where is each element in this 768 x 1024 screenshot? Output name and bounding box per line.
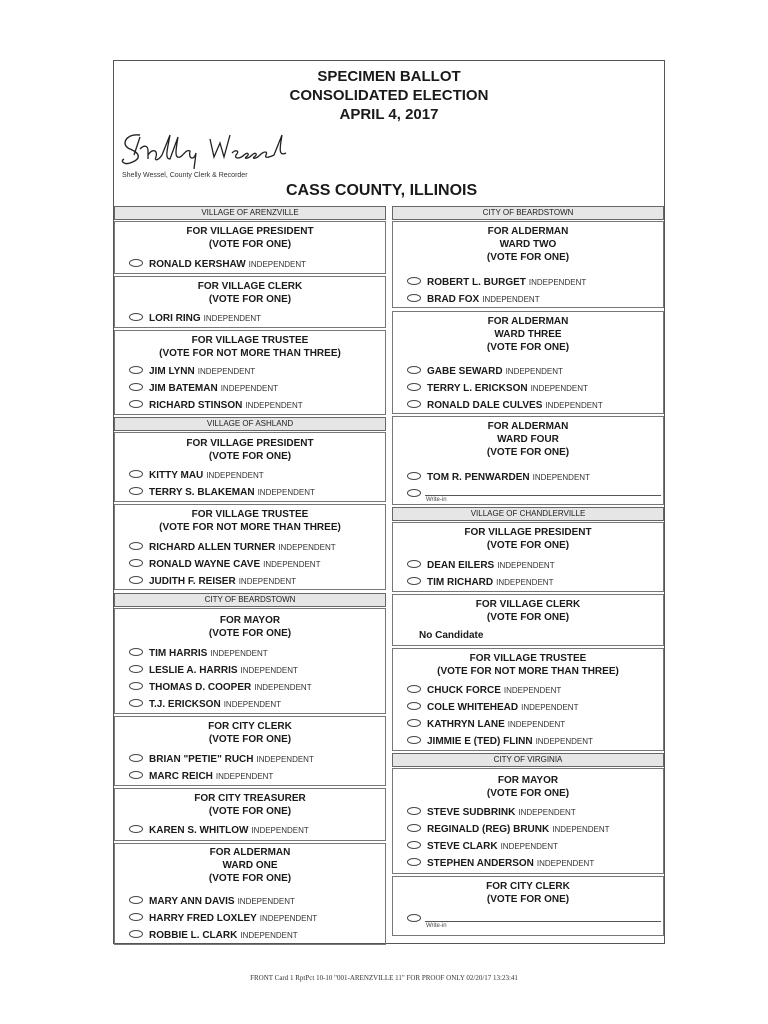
vote-oval[interactable] bbox=[129, 648, 143, 656]
race-title: FOR VILLAGE PRESIDENT bbox=[186, 438, 314, 449]
candidate-option[interactable] bbox=[129, 647, 268, 661]
candidate-party: INDEPENDENT bbox=[552, 825, 610, 834]
jurisdiction-header: CITY OF BEARDSTOWN bbox=[114, 593, 386, 607]
race-instruction: (VOTE FOR NOT MORE THAN THREE) bbox=[159, 348, 341, 359]
write-in-line[interactable] bbox=[425, 495, 661, 496]
candidate-party: INDEPENDENT bbox=[251, 826, 309, 835]
vote-oval[interactable] bbox=[129, 313, 143, 321]
candidate-party: INDEPENDENT bbox=[259, 914, 318, 923]
vote-oval[interactable] bbox=[129, 383, 143, 391]
vote-oval[interactable] bbox=[129, 665, 143, 673]
candidate-party: INDEPENDENT bbox=[206, 471, 264, 480]
write-in-label: Write-in bbox=[426, 497, 447, 503]
race-alderman-ward-one bbox=[114, 843, 386, 945]
race-village-clerk bbox=[392, 594, 664, 646]
vote-oval[interactable] bbox=[407, 560, 421, 568]
race-ward: WARD FOUR bbox=[497, 434, 559, 445]
candidate-option[interactable] bbox=[129, 382, 278, 396]
race-city-clerk bbox=[114, 716, 386, 786]
candidate-party: INDEPENDENT bbox=[482, 295, 540, 304]
candidate-option[interactable] bbox=[129, 664, 298, 678]
vote-oval[interactable] bbox=[407, 277, 421, 285]
candidate-name: MARY ANN DAVIS bbox=[149, 896, 235, 907]
candidate-option[interactable] bbox=[129, 575, 296, 589]
candidate-party: INDEPENDENT bbox=[530, 384, 588, 393]
candidate-option[interactable] bbox=[407, 823, 610, 837]
candidate-name: STEPHEN ANDERSON bbox=[427, 858, 534, 869]
candidate-name: BRAD FOX bbox=[427, 294, 480, 305]
race-instruction: (VOTE FOR ONE) bbox=[486, 342, 570, 353]
race-instruction: (VOTE FOR ONE) bbox=[208, 873, 292, 884]
candidate-option[interactable] bbox=[407, 701, 578, 715]
candidate-name: KAREN S. WHITLOW bbox=[149, 825, 249, 836]
race-title: FOR CITY CLERK bbox=[486, 881, 570, 892]
election-name: CONSOLIDATED ELECTION bbox=[289, 87, 489, 104]
race-instruction: (VOTE FOR ONE) bbox=[486, 894, 570, 905]
candidate-option[interactable] bbox=[129, 469, 264, 483]
vote-oval[interactable] bbox=[129, 576, 143, 584]
jurisdiction-header: VILLAGE OF CHANDLERVILLE bbox=[392, 507, 664, 521]
race-village-president bbox=[114, 432, 386, 502]
race-title: FOR ALDERMAN bbox=[209, 847, 291, 858]
race-instruction: (VOTE FOR ONE) bbox=[486, 447, 570, 458]
candidate-party: INDEPENDENT bbox=[535, 737, 593, 746]
candidate-party: INDEPENDENT bbox=[500, 842, 558, 851]
candidate-name: ROBERT L. BURGET bbox=[427, 277, 526, 288]
vote-oval[interactable] bbox=[129, 896, 143, 904]
candidate-option[interactable] bbox=[129, 258, 306, 272]
candidate-party: INDEPENDENT bbox=[278, 543, 336, 552]
candidate-option[interactable] bbox=[129, 399, 303, 413]
race-alderman-ward-three bbox=[392, 311, 664, 414]
clerk-name: Shelly Wessel, County Clerk & Recorder bbox=[122, 172, 248, 179]
candidate-option[interactable] bbox=[129, 895, 295, 909]
jurisdiction-header: CITY OF VIRGINIA bbox=[392, 753, 664, 767]
race-title: FOR CITY TREASURER bbox=[194, 793, 306, 804]
race-instruction: (VOTE FOR NOT MORE THAN THREE) bbox=[437, 666, 619, 677]
candidate-option[interactable] bbox=[407, 399, 603, 413]
race-village-trustee bbox=[114, 504, 386, 590]
vote-oval[interactable] bbox=[407, 824, 421, 832]
race-title: FOR VILLAGE CLERK bbox=[197, 281, 303, 292]
race-mayor bbox=[392, 768, 664, 874]
race-instruction: (VOTE FOR ONE) bbox=[208, 239, 292, 250]
candidate-party: INDEPENDENT bbox=[536, 859, 595, 868]
race-title: FOR VILLAGE TRUSTEE bbox=[469, 653, 587, 664]
candidate-option[interactable] bbox=[407, 576, 553, 590]
candidate-party: INDEPENDENT bbox=[521, 703, 579, 712]
county-name: CASS COUNTY, ILLINOIS bbox=[286, 182, 478, 199]
race-title: FOR ALDERMAN bbox=[487, 421, 569, 432]
candidate-name: T.J. ERICKSON bbox=[149, 699, 221, 710]
race-title: FOR VILLAGE TRUSTEE bbox=[191, 335, 309, 346]
race-city-treasurer bbox=[114, 788, 386, 841]
write-in-option[interactable] bbox=[407, 913, 427, 927]
candidate-name: LESLIE A. HARRIS bbox=[149, 665, 238, 676]
candidate-name: HARRY FRED LOXLEY bbox=[149, 913, 257, 924]
candidate-party: INDEPENDENT bbox=[254, 683, 312, 692]
candidate-party: INDEPENDENT bbox=[257, 488, 315, 497]
candidate-name: DEAN EILERS bbox=[427, 560, 495, 571]
race-title: FOR MAYOR bbox=[219, 615, 281, 626]
race-instruction: (VOTE FOR ONE) bbox=[486, 540, 570, 551]
candidate-party: INDEPENDENT bbox=[248, 260, 307, 269]
candidate-option[interactable] bbox=[407, 293, 540, 307]
candidate-name: JIMMIE E (TED) FLINN bbox=[427, 736, 533, 747]
candidate-party: INDEPENDENT bbox=[518, 808, 576, 817]
vote-oval[interactable] bbox=[407, 702, 421, 710]
vote-oval[interactable] bbox=[407, 577, 421, 585]
candidate-name: JUDITH F. REISER bbox=[149, 576, 236, 587]
candidate-option[interactable] bbox=[407, 382, 588, 396]
write-in-label: Write-in bbox=[426, 923, 447, 929]
race-instruction: (VOTE FOR ONE) bbox=[208, 628, 292, 639]
candidate-name: LORI RING bbox=[149, 313, 201, 324]
candidate-option[interactable] bbox=[129, 912, 317, 926]
candidate-party: INDEPENDENT bbox=[507, 720, 566, 729]
race-instruction: (VOTE FOR NOT MORE THAN THREE) bbox=[159, 522, 341, 533]
race-title: FOR VILLAGE CLERK bbox=[475, 599, 581, 610]
candidate-name: TIM RICHARD bbox=[427, 577, 494, 588]
candidate-name: TIM HARRIS bbox=[149, 648, 208, 659]
race-alderman-ward-two bbox=[392, 221, 664, 308]
jurisdiction-header: VILLAGE OF ASHLAND bbox=[114, 417, 386, 431]
jurisdiction-header: VILLAGE OF ARENZVILLE bbox=[114, 206, 386, 220]
candidate-name: RICHARD STINSON bbox=[149, 400, 243, 411]
race-village-president bbox=[392, 522, 664, 592]
race-instruction: (VOTE FOR ONE) bbox=[208, 294, 292, 305]
vote-oval[interactable] bbox=[129, 825, 143, 833]
candidate-party: INDEPENDENT bbox=[237, 897, 295, 906]
vote-oval[interactable] bbox=[129, 559, 143, 567]
race-ward: WARD THREE bbox=[494, 329, 562, 340]
candidate-name: BRIAN "PETIE" RUCH bbox=[149, 754, 254, 765]
vote-oval[interactable] bbox=[129, 699, 143, 707]
candidate-option[interactable] bbox=[407, 857, 594, 871]
candidate-party: INDEPENDENT bbox=[263, 560, 321, 569]
vote-oval[interactable] bbox=[407, 400, 421, 408]
candidate-name: THOMAS D. COOPER bbox=[149, 682, 252, 693]
vote-oval[interactable] bbox=[129, 682, 143, 690]
candidate-name: KATHRYN LANE bbox=[427, 719, 505, 730]
candidate-party: INDEPENDENT bbox=[245, 401, 303, 410]
election-date: APRIL 4, 2017 bbox=[339, 106, 439, 123]
candidate-party: INDEPENDENT bbox=[203, 314, 262, 323]
race-instruction: (VOTE FOR ONE) bbox=[486, 252, 570, 263]
candidate-option[interactable] bbox=[407, 735, 593, 749]
candidate-party: INDEPENDENT bbox=[496, 578, 554, 587]
candidate-option[interactable] bbox=[407, 276, 586, 290]
candidate-option[interactable] bbox=[129, 681, 312, 695]
candidate-party: INDEPENDENT bbox=[238, 577, 297, 586]
vote-oval[interactable] bbox=[129, 913, 143, 921]
candidate-option[interactable] bbox=[407, 559, 555, 573]
candidate-name: GABE SEWARD bbox=[427, 366, 503, 377]
candidate-name: MARC REICH bbox=[149, 771, 213, 782]
vote-oval[interactable] bbox=[407, 736, 421, 744]
candidate-name: JIM BATEMAN bbox=[149, 383, 218, 394]
vote-oval[interactable] bbox=[129, 470, 143, 478]
race-title: FOR VILLAGE TRUSTEE bbox=[191, 509, 309, 520]
candidate-party: INDEPENDENT bbox=[528, 278, 587, 287]
race-village-trustee bbox=[114, 330, 386, 415]
clerk-signature bbox=[118, 125, 288, 171]
no-candidate-text: No Candidate bbox=[419, 630, 484, 641]
candidate-option[interactable] bbox=[129, 541, 336, 555]
vote-oval[interactable] bbox=[129, 771, 143, 779]
candidate-party: INDEPENDENT bbox=[210, 649, 268, 658]
candidate-option[interactable] bbox=[129, 753, 314, 767]
vote-oval[interactable] bbox=[129, 754, 143, 762]
candidate-name: TOM R. PENWARDEN bbox=[427, 472, 530, 483]
race-title: FOR VILLAGE PRESIDENT bbox=[464, 527, 592, 538]
candidate-option[interactable] bbox=[407, 806, 576, 820]
candidate-name: COLE WHITEHEAD bbox=[427, 702, 519, 713]
candidate-option[interactable] bbox=[407, 365, 563, 379]
candidate-party: INDEPENDENT bbox=[497, 561, 555, 570]
vote-oval[interactable] bbox=[407, 841, 421, 849]
candidate-name: RONALD WAYNE CAVE bbox=[149, 559, 261, 570]
vote-oval[interactable] bbox=[407, 472, 421, 480]
vote-oval[interactable] bbox=[407, 685, 421, 693]
vote-oval[interactable] bbox=[129, 259, 143, 267]
race-instruction: (VOTE FOR ONE) bbox=[208, 806, 292, 817]
race-title: FOR ALDERMAN bbox=[487, 226, 569, 237]
race-title: FOR MAYOR bbox=[497, 775, 559, 786]
proof-footer: FRONT Card 1 RptPct 10-10 "001-ARENZVILLE 11" FOR PROOF ONLY 02/20/17 13:23:41 bbox=[250, 974, 518, 982]
race-city-clerk bbox=[392, 876, 664, 936]
candidate-party: INDEPENDENT bbox=[197, 367, 256, 376]
vote-oval[interactable] bbox=[129, 487, 143, 495]
candidate-option[interactable] bbox=[407, 684, 561, 698]
race-village-president bbox=[114, 221, 386, 274]
race-instruction: (VOTE FOR ONE) bbox=[208, 734, 292, 745]
candidate-name: CHUCK FORCE bbox=[427, 685, 501, 696]
vote-oval[interactable] bbox=[407, 294, 421, 302]
candidate-option[interactable] bbox=[129, 824, 309, 838]
candidate-option[interactable] bbox=[129, 558, 320, 572]
candidate-option[interactable] bbox=[407, 840, 558, 854]
jurisdiction-header: CITY OF BEARDSTOWN bbox=[392, 206, 664, 220]
candidate-option[interactable] bbox=[129, 486, 315, 500]
vote-oval[interactable] bbox=[129, 366, 143, 374]
candidate-party: INDEPENDENT bbox=[505, 367, 563, 376]
candidate-name: ROBBIE L. CLARK bbox=[149, 930, 238, 941]
candidate-party: INDEPENDENT bbox=[215, 772, 274, 781]
ballot-header bbox=[114, 61, 664, 203]
candidate-name: STEVE SUDBRINK bbox=[427, 807, 516, 818]
candidate-option[interactable] bbox=[129, 929, 298, 943]
race-village-trustee bbox=[392, 648, 664, 751]
race-title: FOR VILLAGE PRESIDENT bbox=[186, 226, 314, 237]
candidate-option[interactable] bbox=[407, 718, 565, 732]
race-instruction: (VOTE FOR ONE) bbox=[486, 788, 570, 799]
race-mayor bbox=[114, 608, 386, 714]
vote-oval[interactable] bbox=[407, 914, 421, 922]
candidate-party: INDEPENDENT bbox=[545, 401, 603, 410]
candidate-option[interactable] bbox=[407, 471, 590, 485]
vote-oval[interactable] bbox=[407, 858, 421, 866]
race-ward: WARD TWO bbox=[499, 239, 557, 250]
candidate-party: INDEPENDENT bbox=[240, 666, 298, 675]
candidate-name: RICHARD ALLEN TURNER bbox=[149, 542, 276, 553]
candidate-name: REGINALD (REG) BRUNK bbox=[427, 824, 550, 835]
candidate-party: INDEPENDENT bbox=[532, 473, 590, 482]
candidate-option[interactable] bbox=[129, 365, 255, 379]
candidate-option[interactable] bbox=[129, 770, 273, 784]
candidate-name: STEVE CLARK bbox=[427, 841, 498, 852]
vote-oval[interactable] bbox=[129, 930, 143, 938]
candidate-party: INDEPENDENT bbox=[503, 686, 562, 695]
race-alderman-ward-four bbox=[392, 416, 664, 505]
write-in-line[interactable] bbox=[425, 921, 661, 922]
candidate-option[interactable] bbox=[129, 698, 281, 712]
vote-oval[interactable] bbox=[407, 366, 421, 374]
candidate-party: INDEPENDENT bbox=[240, 931, 298, 940]
candidate-name: RONALD DALE CULVES bbox=[427, 400, 543, 411]
race-ward: WARD ONE bbox=[222, 860, 278, 871]
vote-oval[interactable] bbox=[407, 383, 421, 391]
candidate-party: INDEPENDENT bbox=[223, 700, 282, 709]
race-title: FOR CITY CLERK bbox=[208, 721, 292, 732]
candidate-name: RONALD KERSHAW bbox=[149, 259, 246, 270]
candidate-party: INDEPENDENT bbox=[256, 755, 314, 764]
race-village-clerk bbox=[114, 276, 386, 328]
candidate-name: TERRY L. ERICKSON bbox=[427, 383, 528, 394]
vote-oval[interactable] bbox=[129, 400, 143, 408]
candidate-option[interactable] bbox=[129, 312, 261, 326]
vote-oval[interactable] bbox=[407, 719, 421, 727]
vote-oval[interactable] bbox=[129, 542, 143, 550]
candidate-name: TERRY S. BLAKEMAN bbox=[149, 487, 255, 498]
write-in-option[interactable] bbox=[407, 488, 427, 502]
vote-oval[interactable] bbox=[407, 489, 421, 497]
ballot-title: SPECIMEN BALLOT bbox=[317, 68, 461, 85]
race-title: FOR ALDERMAN bbox=[487, 316, 569, 327]
vote-oval[interactable] bbox=[407, 807, 421, 815]
race-instruction: (VOTE FOR ONE) bbox=[208, 451, 292, 462]
ballot-card bbox=[113, 60, 665, 944]
candidate-party: INDEPENDENT bbox=[220, 384, 279, 393]
race-instruction: (VOTE FOR ONE) bbox=[486, 612, 570, 623]
candidate-name: JIM LYNN bbox=[149, 366, 195, 377]
candidate-name: KITTY MAU bbox=[149, 470, 204, 481]
